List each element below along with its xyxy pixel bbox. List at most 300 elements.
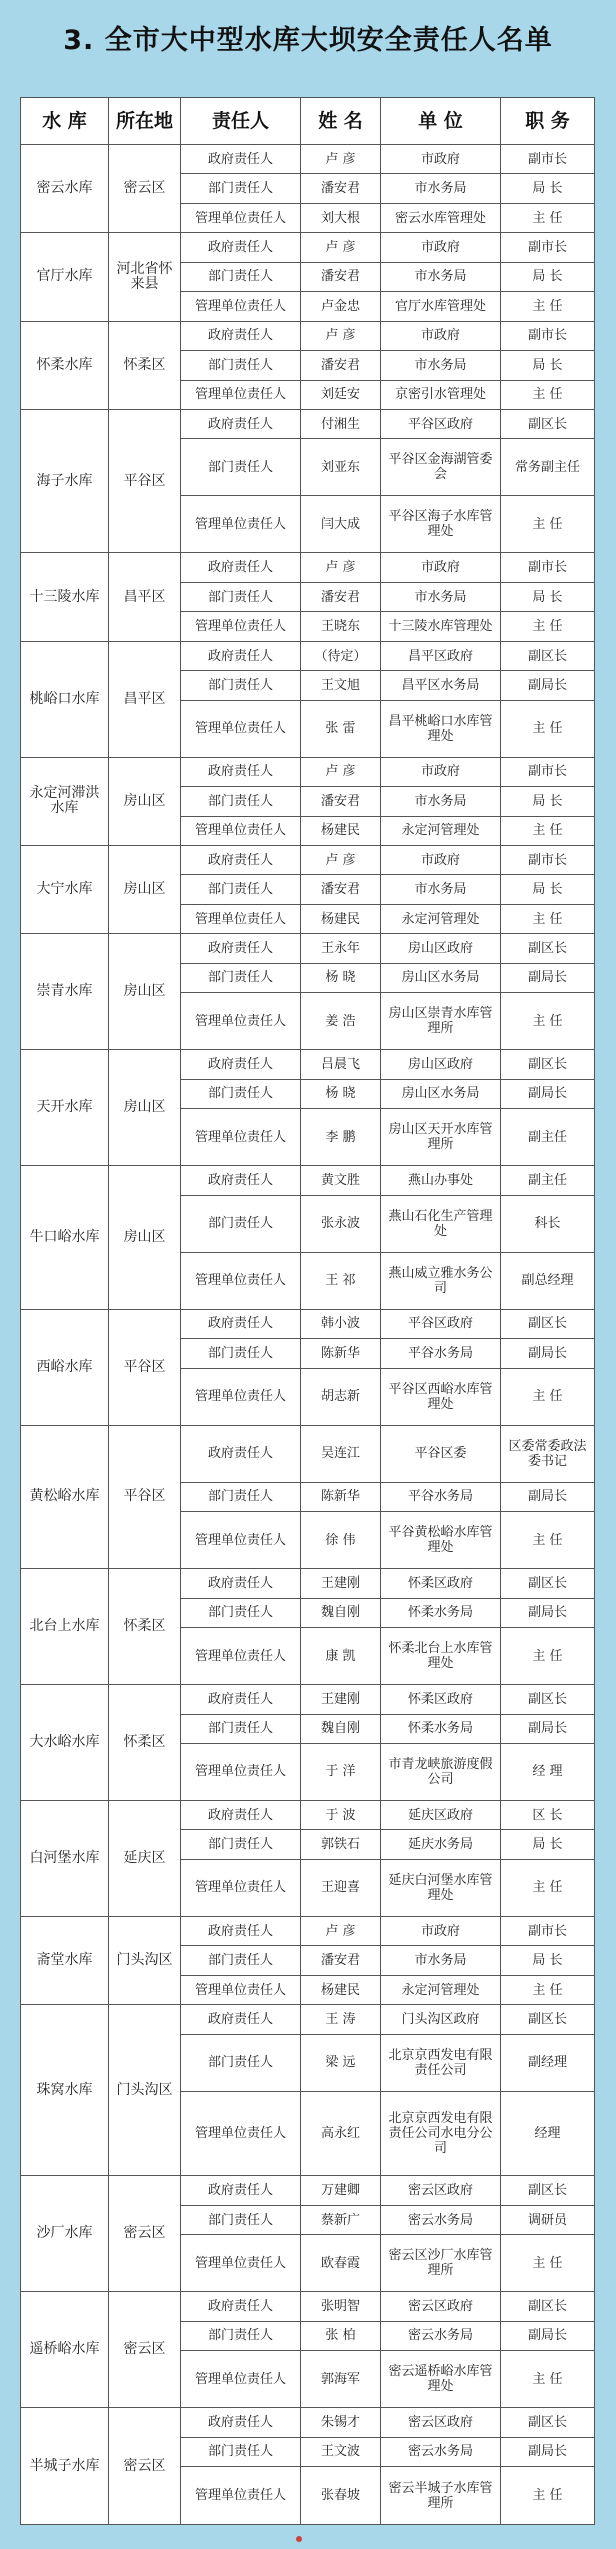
reservoir-name-cell: 大宁水库 [21,846,109,934]
position-cell: 局 长 [501,582,595,611]
role-cell: 管理单位责任人 [181,203,301,232]
role-cell: 管理单位责任人 [181,700,301,757]
location-cell: 门头沟区 [109,1916,181,2004]
person-name-cell: 刘大根 [301,203,381,232]
person-name-cell: 王晓东 [301,612,381,641]
position-cell: 副主任 [501,1109,595,1166]
role-cell: 管理单位责任人 [181,1512,301,1569]
unit-cell: 市青龙峡旅游度假公司 [381,1743,501,1800]
location-cell: 房山区 [109,1166,181,1310]
person-name-cell: 蔡新广 [301,2205,381,2234]
unit-cell: 永定河管理处 [381,1975,501,2004]
position-cell: 科长 [501,1195,595,1252]
position-cell: 局 长 [501,787,595,816]
role-cell: 政府责任人 [181,1425,301,1482]
reservoir-name-cell: 西峪水库 [21,1309,109,1425]
role-cell: 政府责任人 [181,641,301,670]
position-cell: 局 长 [501,351,595,380]
person-name-cell: 卢 彦 [301,321,381,350]
table-row [21,321,595,350]
person-name-cell: 潘安君 [301,1946,381,1975]
unit-cell: 房山区政府 [381,1050,501,1079]
position-cell: 主 任 [501,1368,595,1425]
position-cell: 副区长 [501,1685,595,1714]
role-cell: 管理单位责任人 [181,816,301,845]
unit-cell: 市政府 [381,1916,501,1945]
role-cell: 管理单位责任人 [181,1975,301,2004]
unit-cell: 平谷区海子水库管理处 [381,496,501,553]
header-location: 所在地 [109,98,181,145]
role-cell: 政府责任人 [181,1166,301,1195]
table-header-row [21,98,595,145]
location-cell: 延庆区 [109,1801,181,1917]
person-name-cell: 王建刚 [301,1569,381,1598]
person-name-cell: 杨建民 [301,1975,381,2004]
person-name-cell: 徐 伟 [301,1512,381,1569]
role-cell: 政府责任人 [181,409,301,438]
reservoir-name-cell: 沙厂水库 [21,2176,109,2292]
unit-cell: 密云水务局 [381,2437,501,2466]
location-cell: 房山区 [109,846,181,934]
unit-cell: 十三陵水库管理处 [381,612,501,641]
unit-cell: 房山区天开水库管理所 [381,1109,501,1166]
unit-cell: 平谷水务局 [381,1339,501,1368]
role-cell: 部门责任人 [181,1482,301,1511]
location-cell: 平谷区 [109,1425,181,1569]
role-cell: 政府责任人 [181,553,301,582]
unit-cell: 北京京西发电有限责任公司水电分公司 [381,2091,501,2176]
location-cell: 怀柔区 [109,1569,181,1685]
person-name-cell: 高永红 [301,2091,381,2176]
role-cell: 部门责任人 [181,1079,301,1108]
person-name-cell: 潘安君 [301,875,381,904]
position-cell: 调研员 [501,2205,595,2234]
reservoir-name-cell: 遥桥峪水库 [21,2292,109,2408]
person-name-cell: 王建刚 [301,1685,381,1714]
unit-cell: 怀柔北台上水库管理处 [381,1628,501,1685]
role-cell: 部门责任人 [181,174,301,203]
role-cell: 部门责任人 [181,2205,301,2234]
person-name-cell: 卢 彦 [301,757,381,786]
page-title: 3. 全市大中型水库大坝安全责任人名单 [63,25,553,56]
role-cell: 政府责任人 [181,2005,301,2034]
table-row [21,2292,595,2321]
unit-cell: 燕山威立雅水务公司 [381,1252,501,1309]
unit-cell: 平谷水务局 [381,1482,501,1511]
person-name-cell: 郭海军 [301,2351,381,2408]
unit-cell: 密云区政府 [381,2176,501,2205]
unit-cell: 怀柔区政府 [381,1569,501,1598]
reservoir-name-cell: 珠窝水库 [21,2005,109,2176]
unit-cell: 平谷区金海湖管委会 [381,439,501,496]
role-cell: 政府责任人 [181,321,301,350]
position-cell: 副局长 [501,2437,595,2466]
person-name-cell: 闫大成 [301,496,381,553]
role-cell: 部门责任人 [181,1195,301,1252]
position-cell: 区委常委政法委书记 [501,1425,595,1482]
unit-cell: 平谷区西峪水库管理处 [381,1368,501,1425]
position-cell: 副局长 [501,1714,595,1743]
person-name-cell: 王 祁 [301,1252,381,1309]
person-name-cell: 于 波 [301,1801,381,1830]
person-name-cell: 潘安君 [301,174,381,203]
table-row [21,934,595,963]
position-cell: 副市长 [501,1916,595,1945]
person-name-cell: 卢金忠 [301,292,381,321]
unit-cell: 密云区沙厂水库管理所 [381,2235,501,2292]
position-cell: 副区长 [501,1050,595,1079]
reservoir-name-cell: 白河堡水库 [21,1801,109,1917]
unit-cell: 密云半城子水库管理所 [381,2467,501,2525]
person-name-cell: 王迎喜 [301,1859,381,1916]
position-cell: 副区长 [501,409,595,438]
role-cell: 部门责任人 [181,439,301,496]
position-cell: 副局长 [501,1079,595,1108]
role-cell: 部门责任人 [181,1714,301,1743]
position-cell: 主 任 [501,2467,595,2525]
person-name-cell: 付湘生 [301,409,381,438]
position-cell: 副市长 [501,233,595,262]
person-name-cell: 姜 浩 [301,993,381,1050]
reservoir-name-cell: 怀柔水库 [21,321,109,409]
person-name-cell: 王文波 [301,2437,381,2466]
unit-cell: 市政府 [381,757,501,786]
location-cell: 密云区 [109,2176,181,2292]
role-cell: 管理单位责任人 [181,2235,301,2292]
position-cell: 副区长 [501,641,595,670]
table-row [21,1801,595,1830]
position-cell: 主 任 [501,292,595,321]
header-unit: 单 位 [381,98,501,145]
header-position: 职 务 [501,98,595,145]
position-cell: 副局长 [501,1482,595,1511]
role-cell: 部门责任人 [181,2321,301,2350]
unit-cell: 平谷区政府 [381,409,501,438]
position-cell: 主 任 [501,993,595,1050]
person-name-cell: 王 涛 [301,2005,381,2034]
location-cell: 密云区 [109,145,181,233]
unit-cell: 密云遥桥峪水库管理处 [381,2351,501,2408]
reservoir-name-cell: 海子水库 [21,409,109,553]
location-cell: 怀柔区 [109,321,181,409]
person-name-cell: 杨 晓 [301,1079,381,1108]
person-name-cell: 杨建民 [301,816,381,845]
unit-cell: 燕山办事处 [381,1166,501,1195]
role-cell: 政府责任人 [181,1801,301,1830]
person-name-cell: 潘安君 [301,351,381,380]
person-name-cell: 潘安君 [301,787,381,816]
person-name-cell: 韩小波 [301,1309,381,1338]
reservoir-name-cell: 半城子水库 [21,2408,109,2525]
position-cell: 副局长 [501,1339,595,1368]
unit-cell: 门头沟区政府 [381,2005,501,2034]
unit-cell: 延庆区政府 [381,1801,501,1830]
role-cell: 政府责任人 [181,145,301,174]
position-cell: 副区长 [501,2176,595,2205]
position-cell: 局 长 [501,875,595,904]
role-cell: 管理单位责任人 [181,1859,301,1916]
role-cell: 管理单位责任人 [181,496,301,553]
bottom-dot-decoration [296,2536,302,2542]
unit-cell: 密云区政府 [381,2408,501,2437]
role-cell: 部门责任人 [181,1339,301,1368]
table-body [21,145,595,2525]
reservoir-name-cell: 永定河滞洪水库 [21,757,109,845]
role-cell: 政府责任人 [181,1916,301,1945]
role-cell: 部门责任人 [181,963,301,992]
unit-cell: 房山区政府 [381,934,501,963]
unit-cell: 市水务局 [381,787,501,816]
role-cell: 政府责任人 [181,757,301,786]
reservoir-name-cell: 十三陵水库 [21,553,109,641]
position-cell: 副总经理 [501,1252,595,1309]
location-cell: 房山区 [109,1050,181,1166]
table-row [21,1569,595,1598]
person-name-cell: 卢 彦 [301,233,381,262]
location-cell: 平谷区 [109,1309,181,1425]
unit-cell: 房山区水务局 [381,963,501,992]
role-cell: 部门责任人 [181,1598,301,1627]
role-cell: 管理单位责任人 [181,2467,301,2525]
role-cell: 部门责任人 [181,2034,301,2091]
person-name-cell: 魏自刚 [301,1714,381,1743]
role-cell: 政府责任人 [181,1309,301,1338]
role-cell: 部门责任人 [181,1946,301,1975]
reservoir-name-cell: 北台上水库 [21,1569,109,1685]
unit-cell: 永定河管理处 [381,816,501,845]
position-cell: 副市长 [501,846,595,875]
reservoir-name-cell: 密云水库 [21,145,109,233]
location-cell: 房山区 [109,757,181,845]
position-cell: 主 任 [501,380,595,409]
role-cell: 政府责任人 [181,1050,301,1079]
role-cell: 管理单位责任人 [181,1109,301,1166]
person-name-cell: 陈新华 [301,1339,381,1368]
role-cell: 管理单位责任人 [181,2091,301,2176]
role-cell: 管理单位责任人 [181,1252,301,1309]
person-name-cell: 王永年 [301,934,381,963]
position-cell: 局 长 [501,262,595,291]
person-name-cell: 卢 彦 [301,846,381,875]
unit-cell: 平谷区政府 [381,1309,501,1338]
unit-cell: 京密引水管理处 [381,380,501,409]
person-name-cell: 郭铁石 [301,1830,381,1859]
position-cell: 副主任 [501,1166,595,1195]
unit-cell: 燕山石化生产管理处 [381,1195,501,1252]
position-cell: 局 长 [501,174,595,203]
unit-cell: 怀柔水务局 [381,1598,501,1627]
position-cell: 主 任 [501,1975,595,2004]
unit-cell: 市水务局 [381,174,501,203]
table-row [21,1050,595,1079]
position-cell: 副市长 [501,757,595,786]
table-row [21,2408,595,2437]
reservoir-name-cell: 黄松峪水库 [21,1425,109,1569]
role-cell: 部门责任人 [181,787,301,816]
position-cell: 副局长 [501,671,595,700]
position-cell: 副区长 [501,1309,595,1338]
role-cell: 管理单位责任人 [181,292,301,321]
person-name-cell: 张 柏 [301,2321,381,2350]
position-cell: 副区长 [501,2005,595,2034]
position-cell: 常务副主任 [501,439,595,496]
position-cell: 主 任 [501,612,595,641]
table-row [21,1309,595,1338]
position-cell: 副局长 [501,963,595,992]
position-cell: 副市长 [501,145,595,174]
person-name-cell: 胡志新 [301,1368,381,1425]
position-cell: 主 任 [501,700,595,757]
location-cell: 河北省怀来县 [109,233,181,321]
unit-cell: 永定河管理处 [381,904,501,933]
person-name-cell: 潘安君 [301,262,381,291]
position-cell: 副市长 [501,553,595,582]
unit-cell: 延庆水务局 [381,1830,501,1859]
person-name-cell: 张 雷 [301,700,381,757]
reservoir-name-cell: 斋堂水库 [21,1916,109,2004]
location-cell: 昌平区 [109,641,181,757]
table-row [21,233,595,262]
unit-cell: 延庆白河堡水库管理处 [381,1859,501,1916]
person-name-cell: （待定） [301,641,381,670]
role-cell: 政府责任人 [181,934,301,963]
position-cell: 副区长 [501,2292,595,2321]
unit-cell: 市政府 [381,233,501,262]
role-cell: 管理单位责任人 [181,380,301,409]
unit-cell: 密云水务局 [381,2321,501,2350]
person-name-cell: 于 洋 [301,1743,381,1800]
unit-cell: 市水务局 [381,875,501,904]
table-row [21,1685,595,1714]
reservoir-name-cell: 桃峪口水库 [21,641,109,757]
role-cell: 管理单位责任人 [181,2351,301,2408]
table-row [21,2176,595,2205]
unit-cell: 平谷黄松峪水库管理处 [381,1512,501,1569]
table-row [21,641,595,670]
location-cell: 密云区 [109,2408,181,2525]
unit-cell: 市水务局 [381,1946,501,1975]
table-row [21,1425,595,1482]
position-cell: 主 任 [501,904,595,933]
position-cell: 副经理 [501,2034,595,2091]
role-cell: 部门责任人 [181,875,301,904]
position-cell: 区 长 [501,1801,595,1830]
role-cell: 管理单位责任人 [181,904,301,933]
position-cell: 副区长 [501,2408,595,2437]
person-name-cell: 陈新华 [301,1482,381,1511]
position-cell: 副局长 [501,2321,595,2350]
location-cell: 门头沟区 [109,2005,181,2176]
role-cell: 政府责任人 [181,1569,301,1598]
table-row [21,2005,595,2034]
position-cell: 主 任 [501,203,595,232]
position-cell: 经 理 [501,1743,595,1800]
unit-cell: 市政府 [381,846,501,875]
person-name-cell: 卢 彦 [301,553,381,582]
reservoir-name-cell: 牛口峪水库 [21,1166,109,1310]
role-cell: 政府责任人 [181,2176,301,2205]
person-name-cell: 卢 彦 [301,1916,381,1945]
table-row [21,757,595,786]
unit-cell: 房山区水务局 [381,1079,501,1108]
unit-cell: 市水务局 [381,351,501,380]
person-name-cell: 张明智 [301,2292,381,2321]
position-cell: 副区长 [501,934,595,963]
role-cell: 部门责任人 [181,2437,301,2466]
person-name-cell: 李 鹏 [301,1109,381,1166]
position-cell: 主 任 [501,1628,595,1685]
unit-cell: 昌平桃峪口水库管理处 [381,700,501,757]
unit-cell: 市政府 [381,145,501,174]
position-cell: 主 任 [501,496,595,553]
unit-cell: 怀柔区政府 [381,1685,501,1714]
position-cell: 副区长 [501,1569,595,1598]
role-cell: 管理单位责任人 [181,1628,301,1685]
location-cell: 昌平区 [109,553,181,641]
role-cell: 部门责任人 [181,582,301,611]
role-cell: 政府责任人 [181,2292,301,2321]
unit-cell: 昌平区水务局 [381,671,501,700]
position-cell: 副局长 [501,1598,595,1627]
table-row [21,1166,595,1195]
position-cell: 主 任 [501,1859,595,1916]
reservoir-name-cell: 大水峪水库 [21,1685,109,1801]
location-cell: 怀柔区 [109,1685,181,1801]
person-name-cell: 魏自刚 [301,1598,381,1627]
person-name-cell: 杨 晓 [301,963,381,992]
reservoir-name-cell: 崇青水库 [21,934,109,1050]
person-name-cell: 万建卿 [301,2176,381,2205]
unit-cell: 官厅水库管理处 [381,292,501,321]
reservoir-table [20,97,595,2525]
person-name-cell: 康 凯 [301,1628,381,1685]
unit-cell: 密云水务局 [381,2205,501,2234]
unit-cell: 平谷区委 [381,1425,501,1482]
role-cell: 政府责任人 [181,1685,301,1714]
role-cell: 政府责任人 [181,2408,301,2437]
unit-cell: 房山区崇青水库管理所 [381,993,501,1050]
role-cell: 管理单位责任人 [181,612,301,641]
position-cell: 经理 [501,2091,595,2176]
role-cell: 部门责任人 [181,262,301,291]
role-cell: 部门责任人 [181,671,301,700]
role-cell: 政府责任人 [181,233,301,262]
unit-cell: 昌平区政府 [381,641,501,670]
location-cell: 房山区 [109,934,181,1050]
position-cell: 局 长 [501,1830,595,1859]
table-row [21,145,595,174]
table-row [21,846,595,875]
unit-cell: 市水务局 [381,582,501,611]
role-cell: 部门责任人 [181,1830,301,1859]
position-cell: 主 任 [501,2235,595,2292]
person-name-cell: 潘安君 [301,582,381,611]
person-name-cell: 刘廷安 [301,380,381,409]
position-cell: 主 任 [501,816,595,845]
location-cell: 平谷区 [109,409,181,553]
position-cell: 局 长 [501,1946,595,1975]
person-name-cell: 王文旭 [301,671,381,700]
reservoir-table-container [20,97,594,2525]
role-cell: 管理单位责任人 [181,1743,301,1800]
position-cell: 主 任 [501,1512,595,1569]
header-reservoir: 水 库 [21,98,109,145]
role-cell: 政府责任人 [181,846,301,875]
reservoir-name-cell: 天开水库 [21,1050,109,1166]
role-cell: 管理单位责任人 [181,993,301,1050]
reservoir-name-cell: 官厅水库 [21,233,109,321]
role-cell: 部门责任人 [181,351,301,380]
